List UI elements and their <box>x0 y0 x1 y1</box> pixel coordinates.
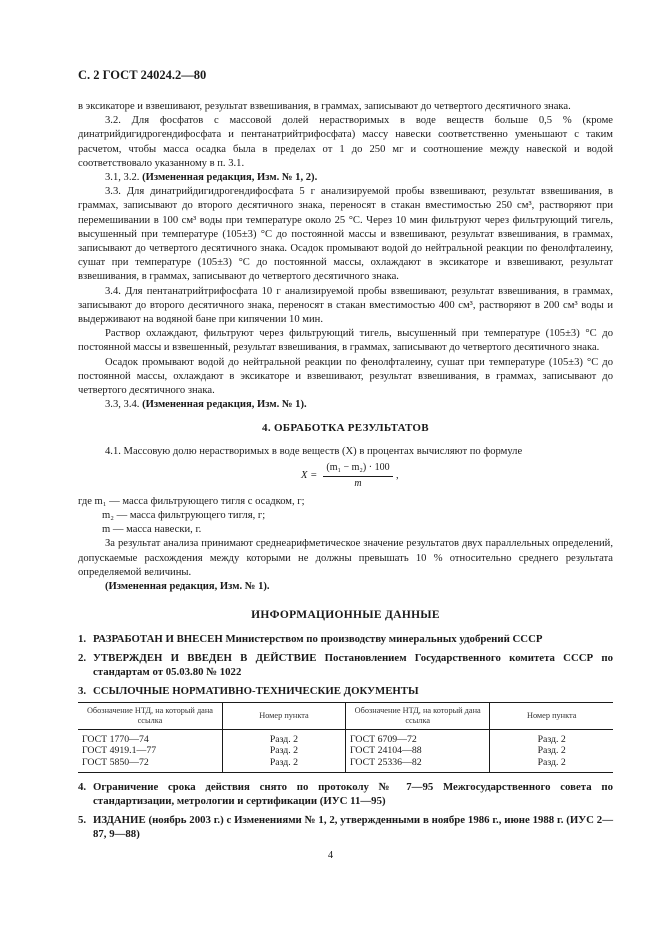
formula-fraction <box>323 461 393 491</box>
paragraph-4-1: 4.1. Массовую долю нерастворимых в воде веществ (X) в процентах вычисляют по формуле <box>105 445 523 457</box>
info-item: 3. ССЫЛОЧНЫЕ НОРМАТИВНО-ТЕХНИЧЕСКИЕ ДОКУМЕНТЫ <box>78 685 419 697</box>
column-header: Обозначение НТД, на который дана ссылка <box>345 702 489 729</box>
formula <box>78 461 613 491</box>
paragraph: в эксикаторе и взвешивают, результат взвешивания, в граммах, записывают до четвертого десятичного знака. <box>78 101 571 112</box>
paragraph: Осадок промывают водой до нейтральной реакции по фенолфталеину, сушат при температуре (105±3) °С до постоянной массы, охлаждают в эксикаторе и взвешивают, результат взвешивания, в граммах, записывают до четвертого десятичного знака. <box>78 356 613 397</box>
formula-trail: , <box>396 469 399 481</box>
column-header: Номер пункта <box>490 702 613 729</box>
table-row <box>78 729 613 745</box>
table-header-row <box>78 702 613 729</box>
table-cell: Разд. 2 <box>490 729 613 745</box>
paragraph-3-4: 3.4. Для пентанатрийтрифосфата 10 г анализируемой пробы взвешивают, результат взвешивания, в граммах, записывают до второго десятичного знака, переносят в стакан вместимостью 400 см³, растворяют в 200 см³ воды и выдерживают на водяной бане при кипячении 10 мин. <box>78 285 613 326</box>
table-cell: ГОСТ 24104—88 <box>345 745 489 757</box>
references-table <box>78 702 613 774</box>
paragraph: За результат анализа принимают среднеарифметическое значение результатов двух параллельных определений, допускаемые расхождения между которыми не должны превышать 10 % относительно среднего результата определяемой величины. <box>78 538 613 578</box>
formula-denominator: m <box>354 478 362 490</box>
table-cell: ГОСТ 4919.1—77 <box>82 745 157 756</box>
table-cell: Разд. 2 <box>222 757 345 773</box>
amendment-note: 3.3, 3.4. (Измененная редакция, Изм. № 1). <box>105 399 307 411</box>
formula-lhs: X = <box>301 469 318 481</box>
amendment-note: 3.1, 3.2. (Измененная редакция, Изм. № 1, 2). <box>105 172 318 184</box>
page-number: 4 <box>327 850 334 861</box>
where-line: m — масса навески, г. <box>102 524 202 536</box>
table-cell: ГОСТ 1770—74 <box>82 733 149 745</box>
amendment-note: (Измененная редакция, Изм. № 1). <box>105 581 270 593</box>
info-title: ИНФОРМАЦИОННЫЕ ДАННЫЕ <box>251 609 440 622</box>
paragraph: Раствор охлаждают, фильтруют через фильтрующий тигель, высушенный при температуре (105±3) °С до постоянной массы и взвешенный, результат взвешивания, в граммах, записывают до четвертого десятичного знака. <box>78 328 613 354</box>
table-cell: ГОСТ 25336—82 <box>345 757 489 773</box>
page-header: С. 2 ГОСТ 24024.2—80 <box>78 68 207 82</box>
where-line: где m₁ — масса фильтрующего тигля с осадком, г; <box>78 495 305 507</box>
paragraph-3-3: 3.3. Для динатрийдигидрогендифосфата 5 г анализируемой пробы взвешивают, результат взвешивания, в граммах, записывают до второго десятичного знака, переносят в стакан вместимостью 250 см³, растворяют при перемешивании в 100 см³ воды при температуре около 25 °С. Через 10 мин фильтруют через фильтрующий тигель, высушенный при температуре (105±3) °С до постоянной массы и взвешивают, результат взвешивания, в граммах, записывают до четвертого десятичного знака. Осадок промывают водой до нейтральной реакции по фенолфталеину, сушат при температуре (105±3) °С до постоянной массы, охлаждают в эксикаторе и взвешивают, результат взвешивания, в граммах, записывают до четвертого десятичного знака. <box>78 186 613 283</box>
table-cell: Разд. 2 <box>222 729 345 745</box>
paragraph-3-2: 3.2. Для фосфатов с массовой долей нерастворимых в воде веществ больше 0,5 % (кроме динатрийдигидрогендифосфата и пентанатрийтрифосфата) массу навески соответственно уменьшают с таким расчетом, чтобы масса осадка была в пределах от 1 до 250 мг и соотношение между навеской и водой соответствовало указанному в п. 3.1. <box>78 115 613 169</box>
column-header: Номер пункта <box>222 702 345 729</box>
column-header: Обозначение НТД, на который дана ссылка <box>78 702 222 729</box>
info-item: 5. ИЗДАНИЕ (ноябрь 2003 г.) с Изменениями № 1, 2, утвержденными в ноябре 1986 г., июне 1988 г. (ИУС 2—87, 9—88) <box>78 814 613 840</box>
table-cell: Разд. 2 <box>222 745 345 757</box>
table-cell: ГОСТ 6709—72 <box>345 729 489 745</box>
info-item: 1. РАЗРАБОТАН И ВНЕСЕН Министерством по производству минеральных удобрений СССР <box>78 632 543 645</box>
table-row <box>78 757 613 773</box>
info-item: 4. Ограничение срока действия снято по протоколу № 7—95 Межгосударственного совета по стандартизации, метрологии и сертификации (ИУС 11—95) <box>78 781 613 807</box>
section-title: 4. ОБРАБОТКА РЕЗУЛЬТАТОВ <box>262 422 429 435</box>
info-item: 2. УТВЕРЖДЕН И ВВЕДЕН В ДЕЙСТВИЕ Постановлением Государственного комитета СССР по стандартам от 05.03.80 № 1022 <box>78 652 613 678</box>
table-cell: Разд. 2 <box>490 757 613 773</box>
table-cell: ГОСТ 5850—72 <box>78 757 222 773</box>
table-cell: Разд. 2 <box>490 745 613 757</box>
table-row <box>78 745 613 757</box>
formula-numerator: (m₁ − m₂) · 100 <box>323 461 393 477</box>
document-body <box>78 100 613 847</box>
where-line: m₂ — масса фильтрующего тигля, г; <box>102 510 266 522</box>
